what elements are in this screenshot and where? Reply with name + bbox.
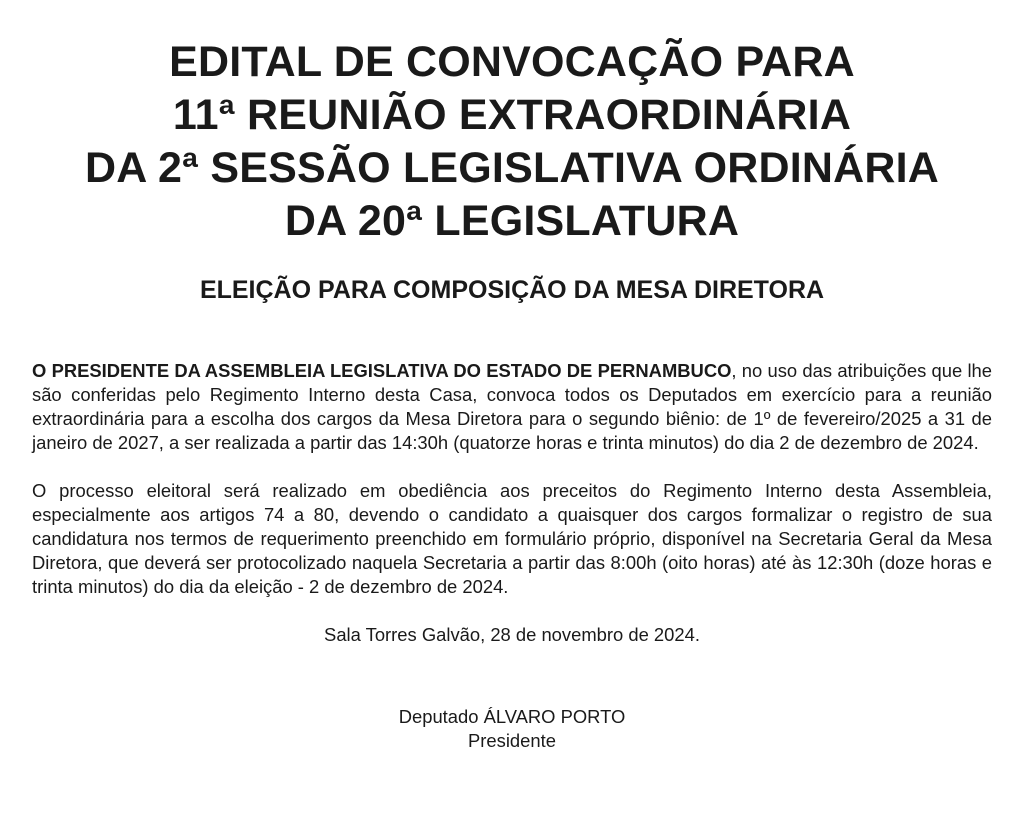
document-title — [32, 0, 992, 248]
title-line-4: DA 20ª LEGISLATURA — [284, 197, 740, 245]
paragraph-convocation-text: , no uso das atribuições que lhe são conferidas pelo Regimento Interno desta Casa, convoca todos os Deputados em exercício para a reunião extraordinária para a escolha dos cargos da Mesa Diretora para o segundo biênio: de 1º de fevereiro/2025 a 31 de janeiro de 2027, a ser realizada a partir das 14:30h (quatorze horas e trinta minutos) do dia 2 de dezembro de 2024. — [32, 360, 993, 453]
document-subtitle: ELEIÇÃO PARA COMPOSIÇÃO DA MESA DIRETORA — [199, 276, 825, 304]
title-line-3: DA 2ª SESSÃO LEGISLATIVA ORDINÁRIA — [84, 144, 940, 192]
title-line-2: 11ª REUNIÃO EXTRAORDINÁRIA — [172, 91, 852, 139]
title-line-1: EDITAL DE CONVOCAÇÃO PARA — [169, 38, 855, 86]
signature-name: Deputado ÁLVARO PORTO — [398, 706, 626, 727]
signature-block — [32, 705, 992, 753]
signature-role: Presidente — [468, 730, 556, 751]
place-date: Sala Torres Galvão, 28 de novembro de 2024. — [324, 624, 700, 645]
paragraph-convocation — [32, 359, 992, 455]
paragraph-lead: O PRESIDENTE DA ASSEMBLEIA LEGISLATIVA DO ESTADO DE PERNAMBUCO — [32, 360, 732, 381]
paragraph-electoral-process: O processo eleitoral será realizado em obediência aos preceitos do Regimento Interno desta Assembleia, especialmente aos artigos 74 a 80, devendo o candidato a quaisquer dos cargos formalizar o registro de sua candidatura nos termos de requerimento preenchido em formulário próprio, disponível na Secretaria Geral da Mesa Diretora, que deverá ser protocolizado naquela Secretaria a partir das 8:00h (oito horas) até às 12:30h (doze horas e trinta minutos) do dia da eleição - 2 de dezembro de 2024. — [32, 480, 992, 597]
